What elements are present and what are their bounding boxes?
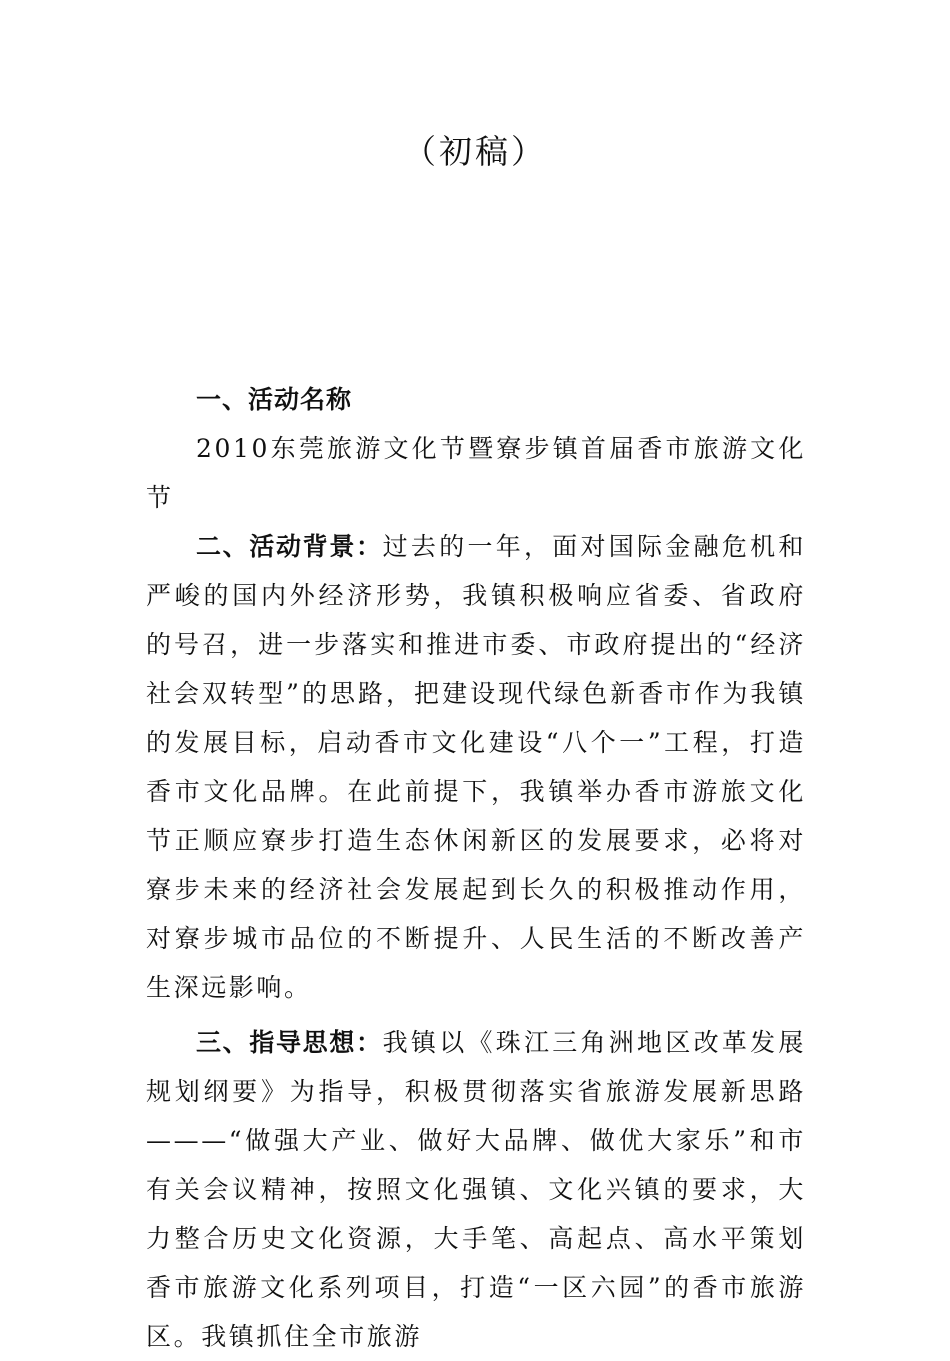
page-title: （初稿） — [403, 132, 547, 171]
document-body — [146, 375, 806, 1361]
section-heading: 一、活动名称 — [196, 385, 353, 414]
section-guiding-ideology — [146, 1018, 806, 1361]
activity-name-text — [146, 424, 806, 522]
section-body: 2010东莞旅游文化节暨寮步镇首届香市旅游文化节 — [146, 434, 806, 512]
section-body: 过去的一年，面对国际金融危机和严峻的国内外经济形势，我镇积极响应省委、省政府的号召，进一步落实和推进市委、市政府提出的“经济社会双转型”的思路，把建设现代绿色新香市作为我镇的发展目标，启动香市文化建设“八个一”工程，打造香市文化品牌。在此前提下，我镇举办香市游旅文化节正顺应寮步打造生态休闲新区的发展要求，必将对寮步未来的经济社会发展起到长久的积极推动作用，对寮步城市品位的不断提升、人民生活的不断改善产生深远影响。 — [146, 532, 806, 1002]
section-heading: 二、活动背景： — [196, 532, 383, 561]
section-background — [146, 522, 806, 1012]
section-heading: 三、指导思想： — [196, 1028, 383, 1057]
section-activity-name — [146, 375, 806, 424]
section-body: 我镇以《珠江三角洲地区改革发展规划纲要》为指导，积极贯彻落实省旅游发展新思路———“做强大产业、做好大品牌、做优大家乐”和市有关会议精神，按照文化强镇、文化兴镇的要求，大力整合历史文化资源，大手笔、高起点、高水平策划香市旅游文化系列项目，打造“一区六园”的香市旅游区。我镇抓住全市旅游 — [146, 1028, 806, 1351]
